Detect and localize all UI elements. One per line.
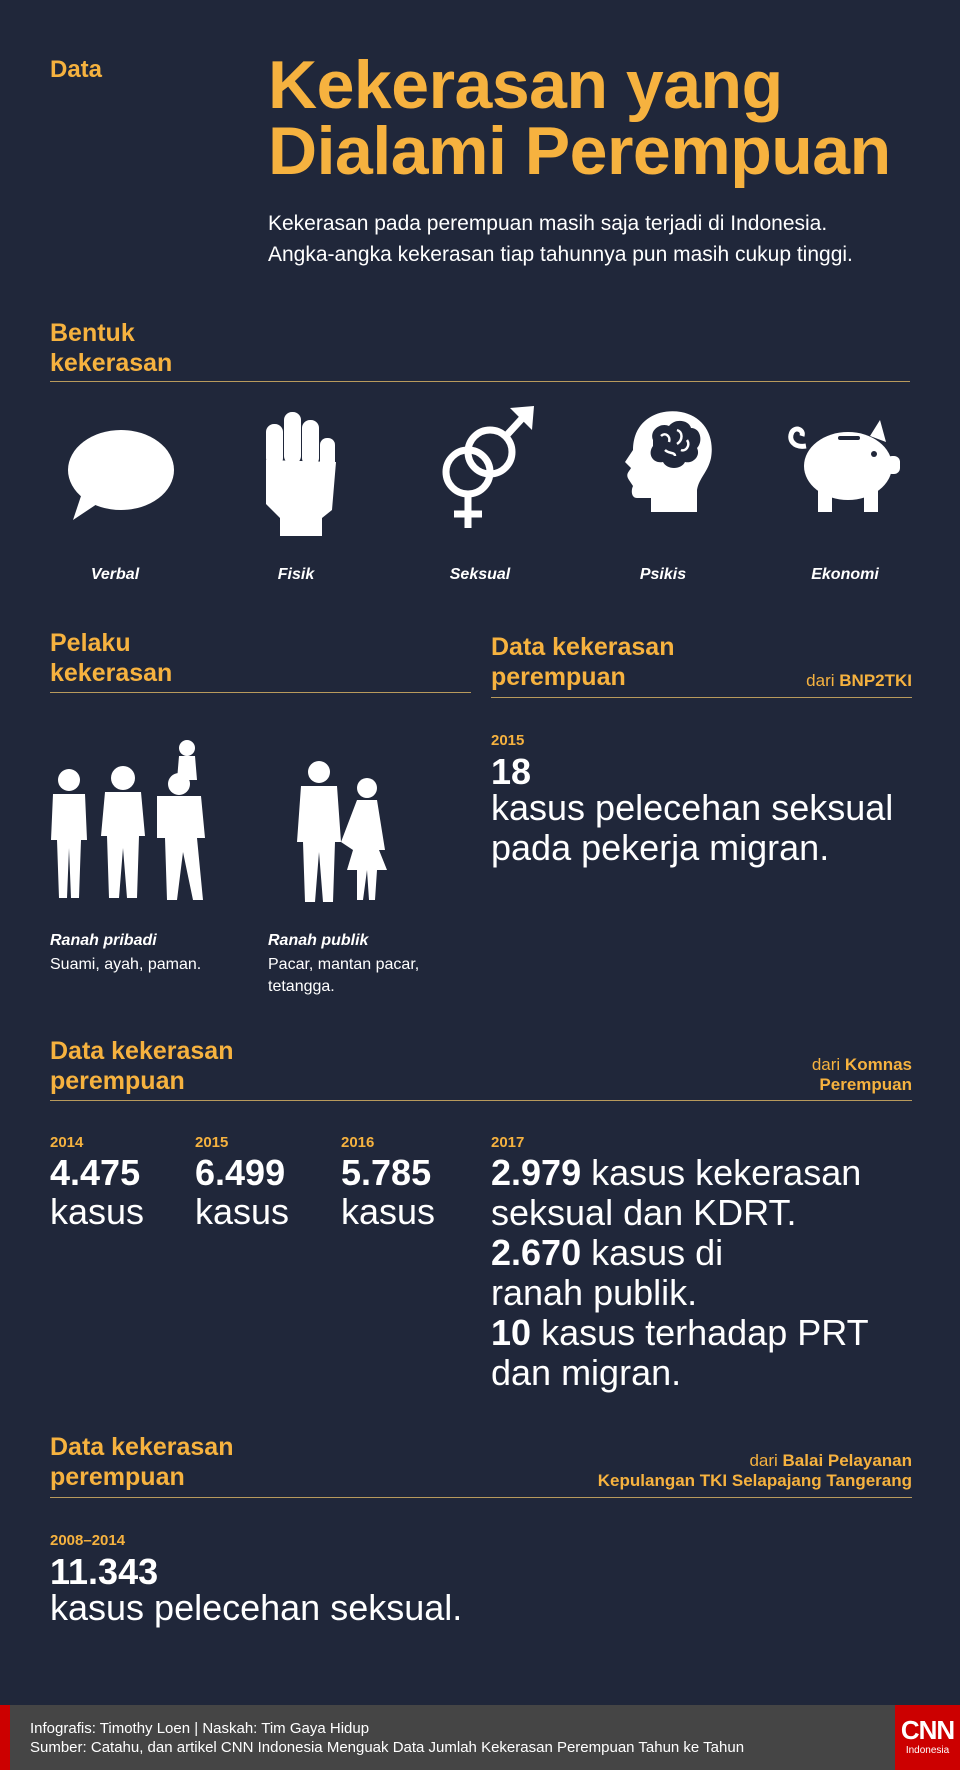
balai-divider [50,1497,912,1498]
form-label-verbal: Verbal [90,566,140,583]
form-label-seksual: Seksual [449,566,511,583]
public-sphere: Ranah publik Pacar, mantan pacar, tetangga. [268,932,420,995]
perpetrators-divider [50,692,471,693]
komnas-divider [50,1100,912,1101]
forms-heading: Bentuk kekerasan [50,319,173,377]
komnas-year-2016: 2016 5.785 kasus [341,1134,436,1232]
fist-icon [226,400,366,540]
form-label-psikis: Psikis [639,566,687,583]
page-title: Kekerasan yang Dialami Perempuan [268,47,891,189]
komnas-heading: Data kekerasan perempuan [50,1037,234,1095]
komnas-2017-detail: 2017 2.979 kasus kekerasan seksual dan KDRT. 2.670 kasus di ranah publik. 10 kasus terhadap PRT dan migran. [491,1134,869,1393]
cnn-logo: CNN Indonesia [895,1705,960,1770]
bnp2tki-year: 2015 [491,732,525,749]
bnp2tki-divider [491,697,912,698]
footer-credits: Infografis: Timothy Loen | Naskah: Tim Gaya Hidup Sumber: Catahu, dan artikel CNN Indonesia Menguak Data Jumlah Kekerasan Perempuan Tahun ke Tahun [30,1720,745,1756]
bnp2tki-heading: Data kekerasan perempuan [491,633,675,691]
brain-head-icon [593,400,733,520]
speech-bubble-icon [45,400,185,520]
balai-year: 2008–2014 [50,1532,126,1549]
balai-source: dari Balai Pelayanan Kepulangan TKI Selapajang Tangerang [597,1451,912,1490]
private-sphere: Ranah pribadi Suami, ayah, paman. [50,932,202,973]
komnas-source: dari Komnas Perempuan [811,1055,912,1094]
form-label-fisik: Fisik [277,566,315,583]
bnp2tki-text: kasus pelecehan seksual pada pekerja migran. [491,787,894,868]
family-silhouette-icon [45,740,215,910]
page-subtitle: Kekerasan pada perempuan masih saja terjadi di Indonesia. Angka-angka kekerasan tiap tahunnya pun masih cukup tinggi. [268,212,853,266]
footer-accent-bar [0,1705,10,1770]
form-label-ekonomi: Ekonomi [811,566,879,583]
perpetrators-heading: Pelaku kekerasan [50,629,173,687]
bnp2tki-number: 18 [491,751,532,792]
balai-heading: Data kekerasan perempuan [50,1433,234,1491]
couple-silhouette-icon [295,760,405,910]
balai-text: kasus pelecehan seksual. [50,1587,463,1628]
forms-divider [50,381,910,382]
komnas-year-2014: 2014 4.475 kasus [50,1134,145,1232]
piggy-bank-icon [775,400,915,520]
gender-symbols-icon [410,400,550,530]
bnp2tki-source: dari BNP2TKI [806,671,912,690]
komnas-year-2015: 2015 6.499 kasus [195,1134,290,1232]
kicker-label: Data [50,56,103,83]
balai-number: 11.343 [50,1551,159,1592]
